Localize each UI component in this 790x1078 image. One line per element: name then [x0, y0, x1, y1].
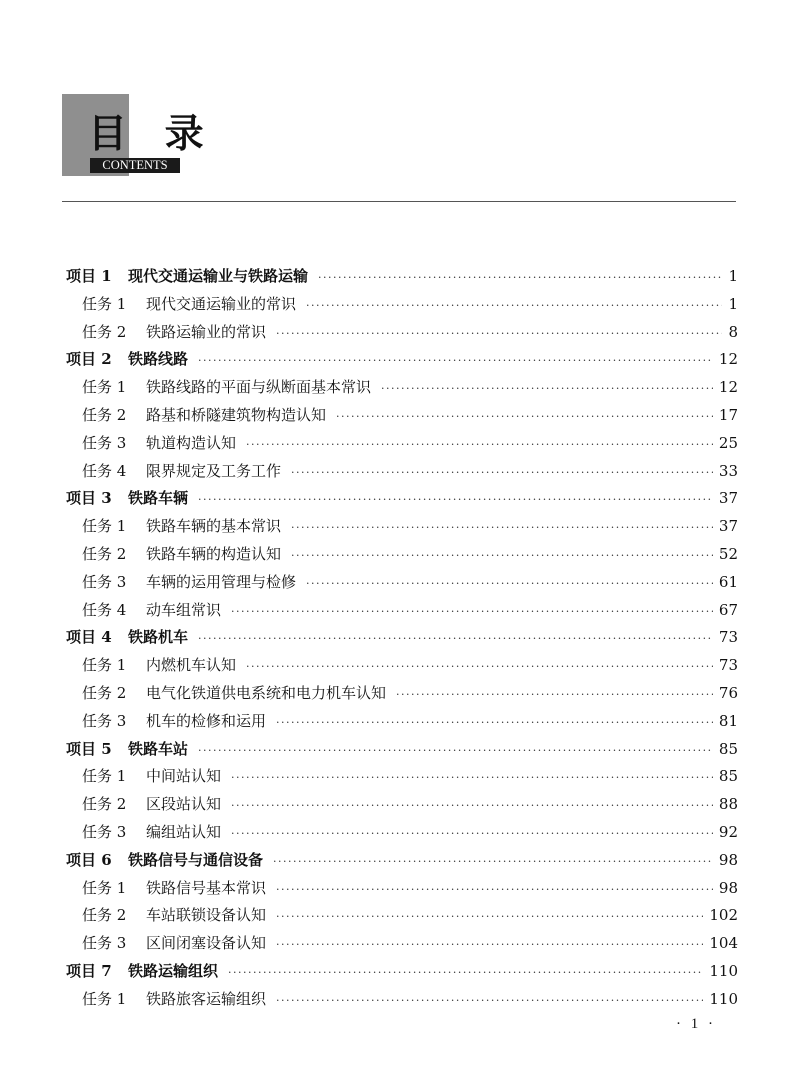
toc-entry-title: 动车组常识 — [146, 600, 222, 619]
toc-entry-title: 铁路线路的平面与纵断面基本常识 — [146, 378, 372, 397]
toc-entry-number: 项目 2 — [66, 350, 112, 369]
toc-entry-title: 内燃机车认知 — [146, 656, 237, 675]
dot-leader — [246, 431, 713, 459]
dot-leader — [231, 792, 713, 820]
toc-entry-title: 铁路信号基本常识 — [146, 878, 267, 897]
toc-entry-page: 37 — [718, 517, 738, 536]
toc-task-entry[interactable] — [82, 679, 738, 707]
toc-project-entry[interactable] — [66, 846, 738, 874]
dot-leader — [246, 653, 713, 681]
dot-leader — [231, 764, 713, 792]
toc-entry-title: 铁路车辆 — [128, 489, 189, 508]
dot-leader — [276, 931, 703, 959]
toc-entry-title: 铁路车站 — [128, 739, 189, 758]
toc-task-entry[interactable] — [82, 429, 738, 457]
dot-leader — [198, 347, 713, 375]
toc-task-entry[interactable] — [82, 373, 738, 401]
toc-entry-title: 区段站认知 — [146, 795, 222, 814]
toc-task-entry[interactable] — [82, 318, 738, 346]
contents-label: CONTENTS — [90, 158, 180, 173]
toc-entry-page: 102 — [709, 906, 738, 925]
toc-entry-page: 1 — [728, 294, 738, 313]
toc-task-entry[interactable] — [82, 985, 738, 1013]
toc-entry-title: 铁路车辆的基本常识 — [146, 517, 282, 536]
toc-entry-number: 任务 1 — [82, 378, 127, 397]
toc-task-entry[interactable] — [82, 596, 738, 624]
dot-leader — [198, 486, 713, 514]
toc-project-entry[interactable] — [66, 735, 738, 763]
toc-entry-page: 17 — [718, 406, 738, 424]
header-divider — [62, 201, 736, 202]
toc-entry-page: 88 — [718, 795, 738, 814]
toc-entry-title: 铁路车辆的构造认知 — [146, 545, 282, 563]
toc-entry-title: 区间闭塞设备认知 — [146, 934, 267, 953]
toc-entry-number: 任务 1 — [82, 294, 127, 313]
toc-entry-number: 项目 4 — [66, 628, 112, 647]
dot-leader — [276, 903, 703, 931]
toc-entry-title: 铁路信号与通信设备 — [128, 850, 264, 869]
toc-entry-number: 任务 2 — [82, 545, 127, 563]
toc-entry-number: 任务 2 — [82, 795, 127, 814]
toc-project-entry[interactable] — [66, 345, 738, 373]
dot-leader — [336, 403, 713, 431]
toc-entry-title: 铁路运输组织 — [128, 962, 219, 980]
toc-task-entry[interactable] — [82, 540, 738, 568]
toc-task-entry[interactable] — [82, 651, 738, 679]
dot-leader — [276, 876, 713, 904]
toc-entry-title: 轨道构造认知 — [146, 433, 237, 452]
toc-header — [62, 94, 216, 176]
toc-task-entry[interactable] — [82, 401, 738, 429]
toc-entry-page: 37 — [718, 489, 738, 508]
toc-entry-number: 任务 4 — [82, 600, 127, 619]
dot-leader — [291, 459, 713, 487]
toc-entry-page: 73 — [718, 656, 738, 675]
toc-entry-number: 任务 2 — [82, 322, 127, 341]
toc-entry-title: 电气化铁道供电系统和电力机车认知 — [146, 684, 387, 702]
page-number: · 1 · — [676, 1016, 716, 1032]
toc-task-entry[interactable] — [82, 929, 738, 957]
dot-leader — [306, 292, 722, 320]
toc-entry-page: 85 — [718, 767, 738, 786]
toc-entry-number: 任务 1 — [82, 878, 127, 897]
toc-entry-page: 110 — [709, 962, 738, 980]
toc-task-entry[interactable] — [82, 512, 738, 540]
dot-leader — [231, 820, 713, 848]
dot-leader — [273, 848, 713, 876]
toc-entry-page: 110 — [709, 989, 738, 1008]
dot-leader — [276, 320, 722, 348]
dot-leader — [291, 514, 713, 542]
toc-entry-title: 现代交通运输业与铁路运输 — [128, 267, 309, 285]
toc-entry-number: 任务 3 — [82, 934, 127, 953]
toc-entry-number: 任务 3 — [82, 572, 127, 591]
toc-entry-number: 项目 5 — [66, 739, 112, 758]
toc-entry-page: 33 — [718, 461, 738, 480]
toc-entry-page: 76 — [718, 684, 738, 702]
toc-task-entry[interactable] — [82, 568, 738, 596]
toc-entry-page: 104 — [709, 934, 738, 953]
toc-entry-title: 铁路旅客运输组织 — [146, 989, 267, 1008]
toc-entry-number: 项目 7 — [66, 962, 112, 980]
toc-entry-number: 任务 2 — [82, 684, 127, 702]
toc-entry-number: 任务 3 — [82, 433, 127, 452]
toc-entry-number: 任务 1 — [82, 989, 127, 1008]
toc-entry-page: 52 — [718, 545, 738, 563]
toc-entry-page: 81 — [718, 711, 738, 730]
toc-entry-title: 车辆的运用管理与检修 — [146, 572, 297, 591]
toc-entry-number: 任务 3 — [82, 711, 127, 730]
toc-entry-title: 铁路线路 — [128, 350, 189, 369]
toc-entry-number: 任务 4 — [82, 461, 127, 480]
toc-entry-page: 67 — [718, 600, 738, 619]
toc-entry-number: 任务 2 — [82, 906, 127, 925]
toc-entry-page: 12 — [718, 378, 738, 397]
page-title: 目 录 — [88, 111, 216, 157]
toc-entry-page: 8 — [728, 322, 738, 341]
toc-task-entry[interactable] — [82, 457, 738, 485]
toc-entry-number: 任务 1 — [82, 656, 127, 675]
dot-leader — [306, 570, 713, 598]
toc-entry-title: 铁路机车 — [128, 628, 189, 647]
toc-entry-number: 任务 1 — [82, 517, 127, 536]
toc-entry-page: 98 — [718, 878, 738, 897]
toc-entry-title: 编组站认知 — [146, 823, 222, 841]
toc-project-entry[interactable] — [66, 957, 738, 985]
toc-entry-title: 机车的检修和运用 — [146, 711, 267, 730]
toc-entry-number: 任务 3 — [82, 823, 127, 841]
dot-leader — [276, 987, 703, 1015]
dot-leader — [396, 681, 713, 709]
toc-entry-number: 项目 6 — [66, 850, 112, 869]
toc-project-entry[interactable] — [66, 623, 738, 651]
dot-leader — [198, 625, 713, 653]
dot-leader — [291, 542, 713, 570]
toc-entry-page: 61 — [718, 572, 738, 591]
dot-leader — [381, 375, 713, 403]
toc-entry-title: 车站联锁设备认知 — [146, 906, 267, 925]
dot-leader — [231, 598, 713, 626]
dot-leader — [228, 959, 703, 987]
toc-project-entry[interactable] — [66, 484, 738, 512]
toc-entry-page: 1 — [728, 267, 738, 285]
toc-entry-number: 项目 3 — [66, 489, 112, 508]
toc-entry-number: 任务 2 — [82, 406, 127, 424]
toc-entry-page: 98 — [718, 850, 738, 869]
toc-entry-title: 铁路运输业的常识 — [146, 322, 267, 341]
toc-entry-title: 限界规定及工务工作 — [146, 461, 282, 480]
toc-task-entry[interactable] — [82, 707, 738, 735]
dot-leader — [198, 737, 713, 765]
toc-task-entry[interactable] — [82, 818, 738, 846]
toc-entry-page: 73 — [718, 628, 738, 647]
toc-entry-page: 92 — [718, 823, 738, 841]
toc-task-entry[interactable] — [82, 874, 738, 902]
toc-project-entry[interactable] — [66, 262, 738, 290]
toc-entry-page: 85 — [718, 739, 738, 758]
toc-entry-page: 12 — [718, 350, 738, 369]
toc-task-entry[interactable] — [82, 790, 738, 818]
toc-task-entry[interactable] — [82, 290, 738, 318]
toc-entry-title: 现代交通运输业的常识 — [146, 294, 297, 313]
toc-entry-number: 项目 1 — [66, 267, 112, 285]
toc-entry-title: 路基和桥隧建筑物构造认知 — [146, 406, 327, 424]
toc-entry-page: 25 — [718, 433, 738, 452]
toc-entry-title: 中间站认知 — [146, 767, 222, 786]
dot-leader — [318, 264, 722, 292]
dot-leader — [276, 709, 713, 737]
toc-entry-number: 任务 1 — [82, 767, 127, 786]
toc-task-entry[interactable] — [82, 762, 738, 790]
toc-task-entry[interactable] — [82, 901, 738, 929]
